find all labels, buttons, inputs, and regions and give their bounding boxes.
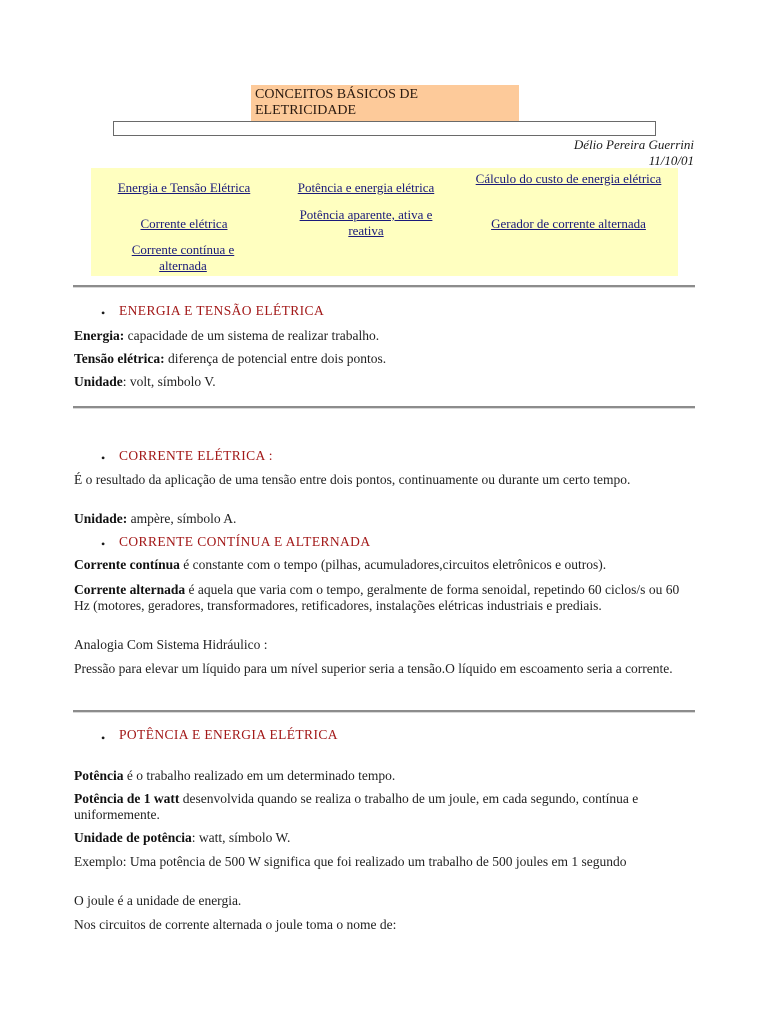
heading-text: CORRENTE ELÉTRICA [119,448,265,463]
text-unidade-potencia: : watt, símbolo W. [191,830,291,845]
label-unidade: Unidade: [74,511,128,526]
nav-link-calculo-custo[interactable]: Cálculo do custo de energia elétrica [475,171,662,186]
bullet-icon: • [101,451,106,465]
label-ca: Corrente alternada [74,582,186,597]
text-unidade: : volt, símbolo V. [122,374,216,389]
label-unidade-potencia: Unidade de potência [74,830,192,845]
nav-link-potencia-aparente[interactable]: Potência aparente, ativa e reativa [299,207,433,238]
author-block [574,137,694,169]
label-watt: Potência de 1 watt [74,791,180,806]
text-potencia: é o trabalho realizado em um determinado tempo. [123,768,396,783]
text-ca: é aquela que varia com o tempo, geralmente de forma senoidal, repetindo 60 ciclos/s ou 60 Hz (motores, geradores, transformadores, retificadores, instalações elétricas industriais e prediais. [74,582,680,613]
empty-bar [113,121,656,136]
paragraph-tensao [74,351,700,367]
paragraph-watt [74,791,686,823]
bullet-icon: • [101,731,106,745]
paragraph-circuitos: Nos circuitos de corrente alternada o joule toma o nome de: [74,917,397,932]
author-name: Délio Pereira Guerrini [573,137,694,152]
text-energia: capacidade de um sistema de realizar trabalho. [124,328,380,343]
topics-nav-table [91,168,678,276]
paragraph-unidade-ampere [74,511,700,527]
nav-link-potencia-energia[interactable]: Potência e energia elétrica [297,180,435,195]
paragraph-corrente-continua [74,557,700,573]
text-unidade: ampère, símbolo A. [127,511,237,526]
paragraph-joule: O joule é a unidade de energia. [74,893,242,908]
divider [73,406,695,409]
paragraph-pressao: Pressão para elevar um líquido para um nível superior seria a tensão.O líquido em escoamento seria a corrente. [74,661,673,676]
paragraph-energia [74,328,700,344]
label-tensao: Tensão elétrica: [74,351,165,366]
label-energia: Energia: [74,328,125,343]
paragraph-corrente-alternada [74,582,684,614]
text-cc: é constante com o tempo (pilhas, acumuladores,circuitos eletrônicos e outros). [179,557,607,572]
section-heading-energia: ENERGIA E TENSÃO ELÉTRICA [119,303,325,318]
paragraph-unidade-volt [74,374,700,390]
label-potencia: Potência [74,768,124,783]
bullet-icon: • [101,537,106,551]
heading-suffix: : [264,448,273,463]
publish-date: 11/10/01 [648,153,694,168]
text-tensao: diferença de potencial entre dois pontos. [164,351,387,366]
label-cc: Corrente contínua [74,557,180,572]
nav-link-energia-tensao[interactable]: Energia e Tensão Elétrica [117,180,251,195]
paragraph-exemplo: Exemplo: Uma potência de 500 W significa que foi realizado um trabalho de 500 joules em 1 segundo [74,854,627,869]
paragraph-analogia: Analogia Com Sistema Hidráulico : [74,637,268,652]
paragraph-corrente-def: É o resultado da aplicação de uma tensão entre dois pontos, continuamente ou durante um certo tempo. [74,472,631,487]
divider [73,285,695,288]
section-heading-corrente [119,448,273,464]
paragraph-potencia [74,768,700,784]
text-watt: desenvolvida quando se realiza o trabalho de um joule, em cada segundo, contínua e uniformemente. [74,791,639,822]
page-title: CONCEITOS BÁSICOS DE ELETRICIDADE [251,85,519,121]
nav-link-corrente-eletrica[interactable]: Corrente elétrica [140,216,228,231]
bullet-icon: • [101,306,106,320]
label-unidade: Unidade [74,374,123,389]
nav-link-corrente-continua[interactable]: Corrente contínua e alternada [131,242,235,273]
paragraph-unidade-potencia [74,830,700,846]
section-heading-continua-alternada: CORRENTE CONTÍNUA E ALTERNADA [119,534,371,549]
nav-link-gerador[interactable]: Gerador de corrente alternada [491,216,646,231]
section-heading-potencia: POTÊNCIA E ENERGIA ELÉTRICA [119,727,338,742]
divider [73,710,695,713]
